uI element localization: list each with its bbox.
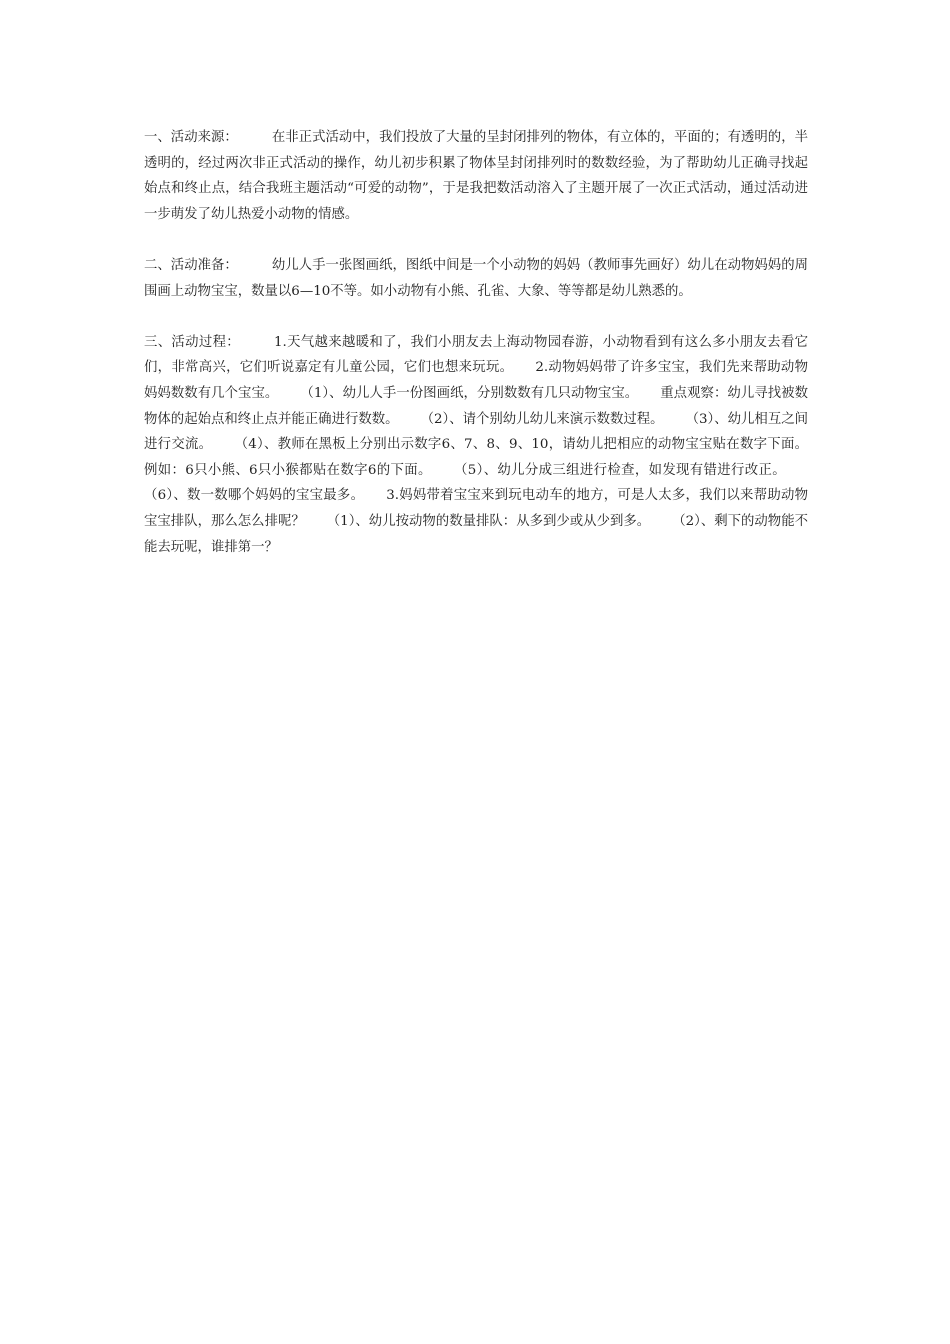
process-step: （1）、幼儿按动物的数量排队：从多到少或从少到多。 bbox=[326, 513, 651, 529]
process-step: （4）、教师在黑板上分别出示数字6、7、8、9、10，请幼儿把相应的动物宝宝贴在数字下面。例如：6只小熊、6只小猴都贴在数字6的下面。 bbox=[144, 437, 809, 478]
process-step: 重点观察：幼儿寻找被数物体的起始点和终止点并能正确进行数数。 bbox=[144, 385, 809, 427]
document-page bbox=[144, 125, 808, 586]
section-body: 在非正式活动中，我们投放了大量的呈封闭排列的物体，有立体的，平面的；有透明的，半透明的，经过两次非正式活动的操作，幼儿初步积累了物体呈封闭排列时的数数经验，为了帮助幼儿正确寻找起始点和终止点，结合我班主题活动“可爱的动物”，于是我把数活动溶入了主题开展了一次正式活动，通过活动进一步萌发了幼儿热爱小动物的情感。 bbox=[144, 130, 809, 222]
process-step: （2）、剩下的动物能不能去玩呢，谁排第一？ bbox=[144, 513, 808, 555]
process-step: 2.动物妈妈带了许多宝宝，我们先来帮助动物妈妈数数有几个宝宝。 bbox=[144, 360, 808, 401]
section-heading: 一、活动来源： bbox=[144, 130, 238, 145]
section-activity-process bbox=[144, 330, 808, 560]
process-step: （5）、幼儿分成三组进行检查，如发现有错进行改正。 bbox=[453, 462, 786, 478]
process-step: （2）、请个别幼儿幼儿来演示数数过程。 bbox=[420, 411, 664, 427]
section-heading: 二、活动准备： bbox=[144, 257, 238, 273]
process-step: 3.妈妈带着宝宝来到玩电动车的地方，可是人太多，我们以来帮助动物宝宝排队，那么怎么排呢？ bbox=[144, 488, 808, 529]
process-step: （6）、数一数哪个妈妈的宝宝最多。 bbox=[144, 488, 365, 504]
process-step: （3）、幼儿相互之间进行交流。 bbox=[144, 411, 809, 453]
process-step: （1）、幼儿人手一份图画纸，分别数数有几只动物宝宝。 bbox=[300, 385, 639, 401]
process-step: 1.天气越来越暖和了，我们小朋友去上海动物园春游，小动物看到有这么多小朋友去看它们，非常高兴，它们听说嘉定有儿童公园，它们也想来玩玩。 bbox=[144, 334, 808, 376]
section-heading: 三、活动过程： bbox=[144, 334, 241, 350]
section-activity-preparation bbox=[144, 253, 808, 304]
section-body: 幼儿人手一张图画纸，图纸中间是一个小动物的妈妈（教师事先画好）幼儿在动物妈妈的周围画上动物宝宝，数量以6—10不等。如小动物有小熊、孔雀、大象、等等都是幼儿熟悉的。 bbox=[144, 257, 809, 299]
section-activity-source bbox=[144, 125, 808, 227]
